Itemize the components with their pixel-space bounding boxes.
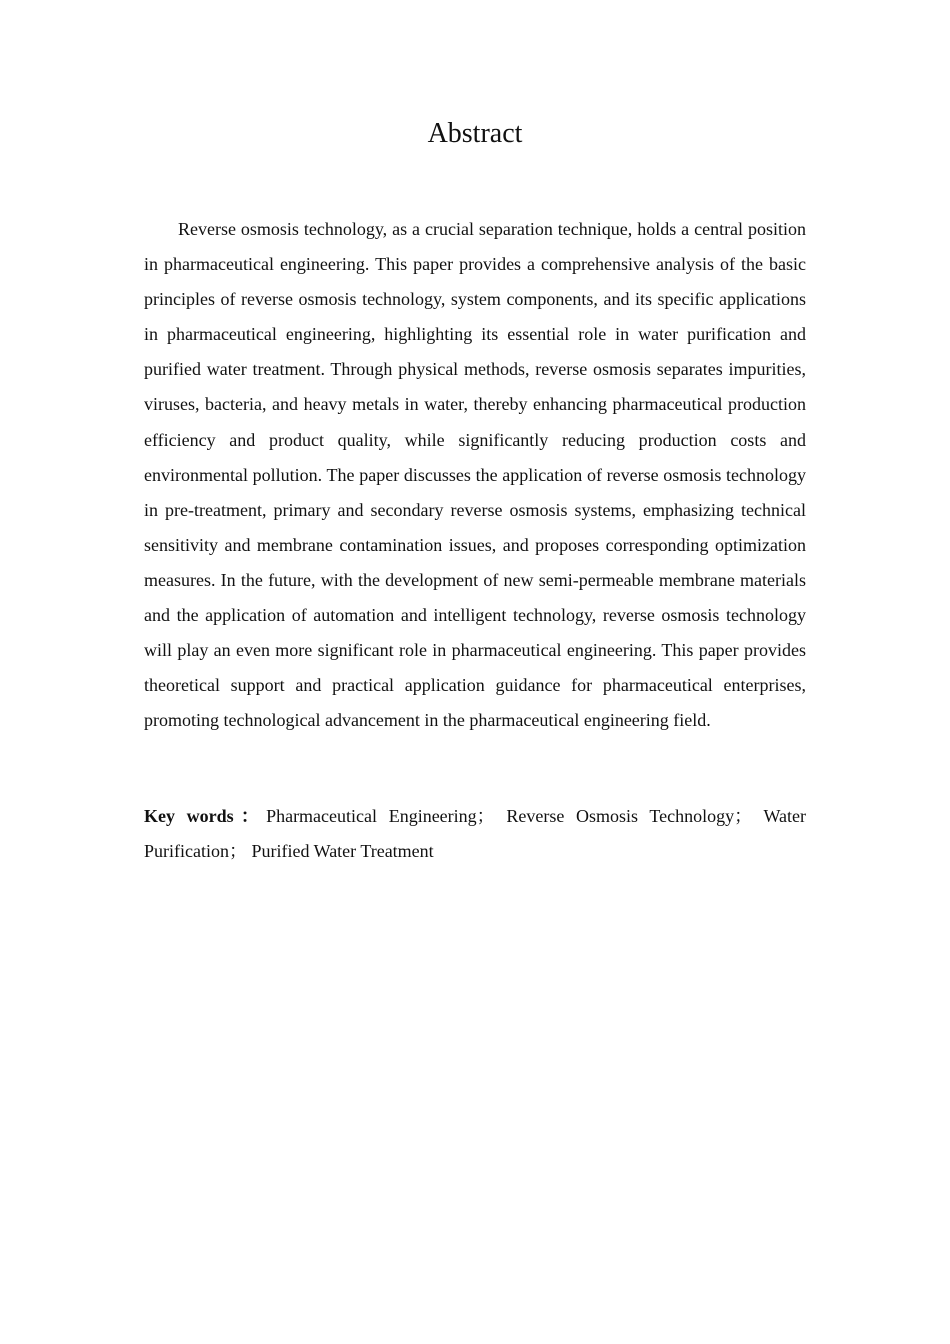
abstract-body: Reverse osmosis technology, as a crucial separation technique, holds a central position in pharmaceutical engineering. This paper provides a comprehensive analysis of the basic principles of reverse osmosis technology, system components, and its specific applications in pharmaceutical engineering, highlighting its essential role in water purification and purified water treatment. Through physical methods, reverse osmosis separates impurities, viruses, bacteria, and heavy metals in water, thereby enhancing pharmaceutical production efficiency and product quality, while significantly reducing production costs and environmental pollution. The paper discusses the application of reverse osmosis technology in pre-treatment, primary and secondary reverse osmosis systems, emphasizing technical sensitivity and membrane contamination issues, and proposes corresponding optimization measures. In the future, with the development of new semi-permeable membrane materials and the application of automation and intelligent technology, reverse osmosis technology will play an even more significant role in pharmaceutical engineering. This paper provides theoretical support and practical application guidance for pharmaceutical enterprises, promoting technological advancement in the pharmaceutical engineering field.: [144, 219, 806, 731]
keywords-text: Pharmaceutical Engineering； Reverse Osmosis Technology； Water Purification； Purified Water Treatment: [144, 806, 806, 861]
keywords-label: Key words：: [144, 806, 267, 826]
abstract-title: Abstract: [427, 118, 523, 149]
keywords-line: [144, 799, 806, 869]
